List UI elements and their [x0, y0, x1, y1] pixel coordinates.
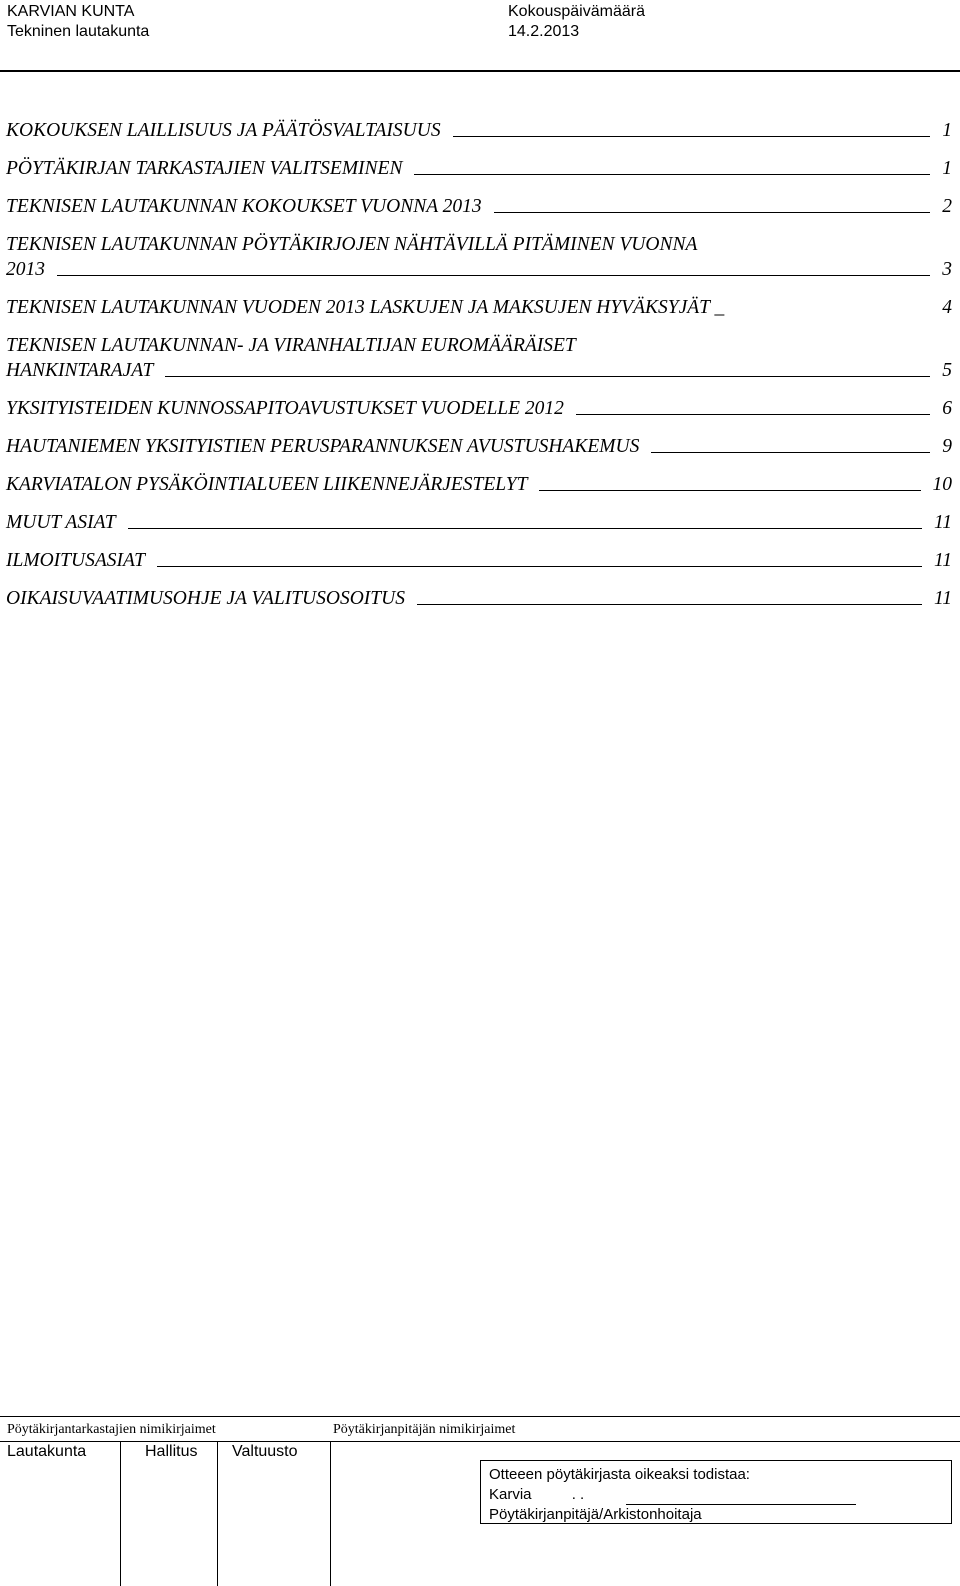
header-rule [0, 70, 960, 72]
toc-entry[interactable] [6, 156, 952, 181]
footer-top-rule [0, 1416, 960, 1417]
toc-page: 5 [942, 360, 952, 381]
toc-entry[interactable] [6, 434, 952, 459]
lautakunta-cell: Lautakunta [7, 1443, 87, 1460]
toc-leader [165, 376, 930, 377]
toc-leader [57, 275, 930, 276]
toc-title: MUUT ASIAT [6, 512, 116, 533]
toc-page: 6 [942, 398, 952, 419]
toc-leader [576, 414, 930, 415]
header-date: 14.2.2013 [508, 23, 580, 40]
toc-title: YKSITYISTEIDEN KUNNOSSAPITOAVUSTUKSET VUODELLE 2012 [6, 398, 564, 419]
keeper-initials-label: Pöytäkirjanpitäjän nimikirjaimet [333, 1422, 516, 1437]
toc-entry[interactable] [6, 586, 952, 611]
cert-place-row [489, 1485, 943, 1505]
cert-statement: Otteeen pöytäkirjasta oikeaksi todistaa: [489, 1466, 750, 1483]
toc-leader [414, 174, 930, 175]
toc-page: 3 [942, 259, 952, 280]
table-of-contents [6, 118, 952, 624]
toc-page: 11 [933, 512, 952, 533]
toc-page: 9 [942, 436, 952, 457]
toc-leader [128, 528, 922, 529]
toc-page: 2 [942, 196, 952, 217]
footer-mid-rule [0, 1441, 960, 1442]
toc-entry[interactable] [6, 194, 952, 219]
toc-leader [453, 136, 931, 137]
toc-title: HAUTANIEMEN YKSITYISTIEN PERUSPARANNUKSEN AVUSTUSHAKEMUS [6, 436, 640, 457]
toc-page: 4 [942, 297, 952, 318]
toc-title: 2013 [6, 259, 45, 280]
toc-title: KARVIATALON PYSÄKÖINTIALUEEN LIIKENNEJÄRJESTELYT [6, 474, 528, 495]
valtuusto-cell: Valtuusto [232, 1443, 298, 1460]
toc-entry[interactable] [6, 333, 952, 383]
inspectors-initials-label: Pöytäkirjantarkastajien nimikirjaimet [7, 1422, 216, 1437]
toc-page: 1 [942, 158, 952, 179]
footer-divider [217, 1441, 218, 1586]
toc-title-line1: TEKNISEN LAUTAKUNNAN- JA VIRANHALTIJAN EUROMÄÄRÄISET [6, 335, 576, 356]
toc-title: TEKNISEN LAUTAKUNNAN KOKOUKSET VUONNA 2013 [6, 196, 482, 217]
header-org: KARVIAN KUNTA [7, 3, 135, 20]
toc-leader [651, 452, 930, 453]
toc-entry[interactable] [6, 396, 952, 421]
toc-leader [417, 604, 922, 605]
toc-title: PÖYTÄKIRJAN TARKASTAJIEN VALITSEMINEN [6, 158, 403, 179]
toc-entry[interactable] [6, 232, 952, 282]
cert-place: Karvia [489, 1486, 532, 1503]
cert-date-dots: . . [571, 1486, 585, 1503]
toc-entry[interactable] [6, 548, 952, 573]
header-board: Tekninen lautakunta [7, 23, 150, 40]
toc-entry[interactable] [6, 472, 952, 497]
signature-line [626, 1490, 856, 1505]
toc-page: 11 [933, 588, 952, 609]
toc-entry[interactable] [6, 118, 952, 143]
toc-leader [157, 566, 922, 567]
toc-page: 10 [932, 474, 952, 495]
toc-page: 1 [942, 120, 952, 141]
toc-page: 11 [933, 550, 952, 571]
hallitus-cell: Hallitus [145, 1443, 198, 1460]
toc-title: HANKINTARAJAT [6, 360, 154, 381]
header-date-label: Kokouspäivämäärä [508, 3, 645, 20]
toc-title-line1: TEKNISEN LAUTAKUNNAN PÖYTÄKIRJOJEN NÄHTÄVILLÄ PITÄMINEN VUONNA [6, 234, 698, 255]
cert-role: Pöytäkirjanpitäjä/Arkistonhoitaja [489, 1506, 702, 1523]
toc-entry[interactable] [6, 295, 952, 320]
signature-footer [0, 1416, 960, 1586]
toc-title: OIKAISUVAATIMUSOHJE JA VALITUSOSOITUS [6, 588, 405, 609]
footer-divider [330, 1441, 331, 1586]
toc-title: ILMOITUSASIAT [6, 550, 146, 571]
toc-leader [539, 490, 920, 491]
toc-title: TEKNISEN LAUTAKUNNAN VUODEN 2013 LASKUJEN JA MAKSUJEN HYVÄKSYJÄT _ [6, 297, 725, 318]
toc-leader [494, 212, 931, 213]
footer-divider [120, 1441, 121, 1586]
toc-title: KOKOUKSEN LAILLISUUS JA PÄÄTÖSVALTAISUUS [6, 120, 441, 141]
toc-entry[interactable] [6, 510, 952, 535]
certification-box [480, 1460, 952, 1524]
